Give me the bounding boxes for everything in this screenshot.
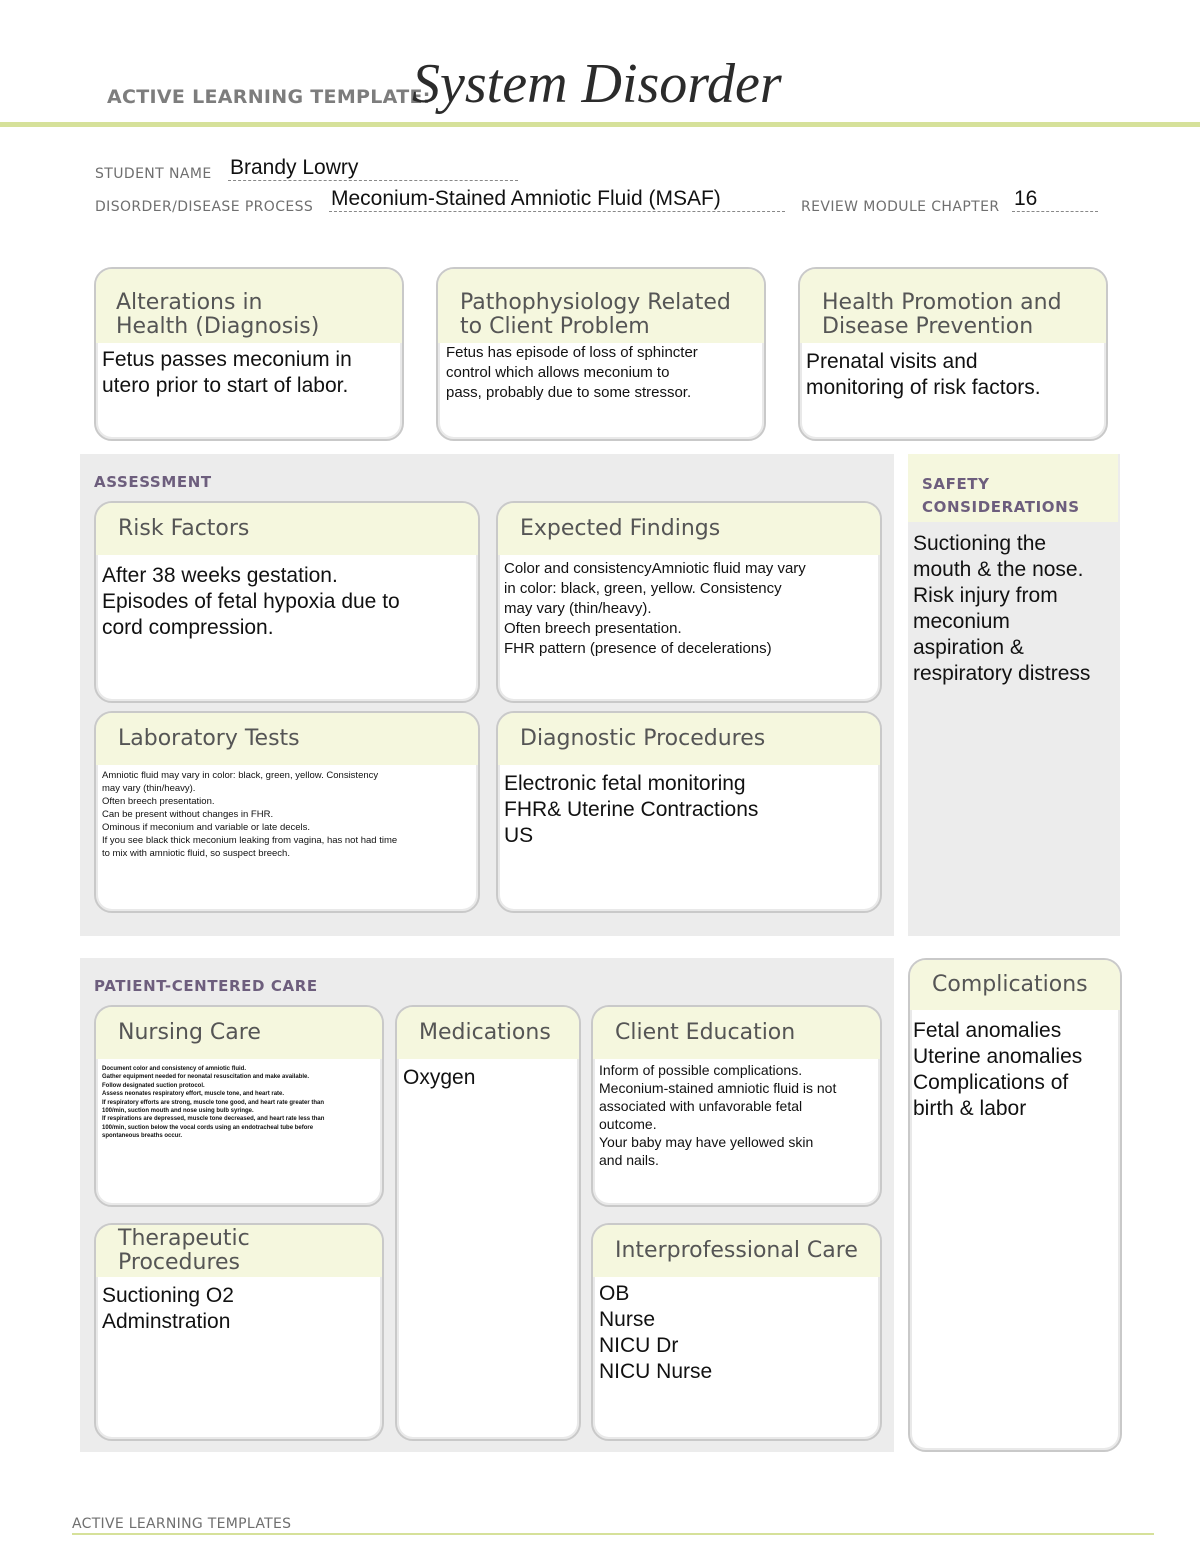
- interprofessional-care-line: NICU Nurse: [599, 1360, 713, 1383]
- diagnostic-procedures-title: Diagnostic Procedures: [520, 726, 766, 751]
- laboratory-tests-line: Amniotic fluid may vary in color: black, green, yellow. Consistency: [102, 770, 379, 781]
- client-education-line: Inform of possible complications.: [599, 1062, 803, 1078]
- expected-findings-box: [496, 501, 882, 703]
- safety-line: aspiration &: [913, 636, 1024, 659]
- alterations-box: [94, 267, 404, 441]
- safety-line: respiratory distress: [913, 662, 1091, 685]
- laboratory-tests-line: If you see black thick meconium leaking from vagina, has not had time: [102, 835, 398, 846]
- assessment-title: ASSESSMENT: [94, 473, 212, 491]
- complications-line: Fetal anomalies: [913, 1019, 1062, 1042]
- expected-findings-line: Color and consistencyAmniotic fluid may vary: [504, 560, 806, 577]
- client-education-line: outcome.: [599, 1116, 657, 1132]
- footer-label: ACTIVE LEARNING TEMPLATES: [72, 1516, 292, 1532]
- student-name-label: STUDENT NAME: [95, 166, 212, 182]
- complications-line: Uterine anomalies: [913, 1045, 1083, 1068]
- expected-findings-title: Expected Findings: [520, 516, 721, 541]
- template-label: ACTIVE LEARNING TEMPLATE:: [107, 86, 431, 108]
- safety-line: meconium: [913, 610, 1010, 633]
- disorder-label: DISORDER/DISEASE PROCESS: [95, 199, 314, 215]
- safety-line: mouth & the nose.: [913, 558, 1084, 581]
- diagnostic-procedures-box: [496, 711, 882, 913]
- health-promotion-title-line: Health Promotion and: [822, 290, 1062, 315]
- diagnostic-procedures-line: US: [504, 824, 534, 847]
- expected-findings-line: in color: black, green, yellow. Consistency: [504, 580, 782, 597]
- health-promotion-line: monitoring of risk factors.: [806, 376, 1041, 399]
- nursing-care-line: If respiratory efforts are strong, muscle tone good, and heart rate greater than: [102, 1099, 325, 1106]
- nursing-care-line: Follow designated suction protocol.: [102, 1082, 205, 1089]
- safety-line: Risk injury from: [913, 584, 1058, 607]
- risk-factors-box: [94, 501, 480, 703]
- laboratory-tests-title: Laboratory Tests: [118, 726, 300, 751]
- pathophysiology-box: [436, 267, 766, 441]
- complications-line: Complications of: [913, 1071, 1069, 1094]
- page-title: System Disorder: [412, 53, 782, 115]
- nursing-care-box: [94, 1005, 384, 1207]
- alterations-title-line: Alterations in: [116, 290, 263, 315]
- nursing-care-line: If respirations are depressed, muscle tone decreased, and heart rate less than: [102, 1116, 325, 1123]
- safety-title-line: SAFETY: [922, 475, 990, 493]
- safety-section: [908, 454, 1120, 936]
- client-education-line: and nails.: [599, 1152, 659, 1168]
- pathophysiology-title-line: to Client Problem: [460, 314, 650, 339]
- interprofessional-care-line: NICU Dr: [599, 1334, 679, 1357]
- student-name-field[interactable]: Brandy Lowry: [228, 156, 518, 181]
- diagnostic-procedures-line: FHR& Uterine Contractions: [504, 798, 759, 821]
- interprofessional-care-line: Nurse: [599, 1308, 656, 1331]
- expected-findings-line: FHR pattern (presence of decelerations): [504, 640, 772, 657]
- risk-factors-line: Episodes of fetal hypoxia due to: [102, 590, 400, 613]
- laboratory-tests-box: [94, 711, 480, 913]
- interprofessional-care-box: [591, 1223, 882, 1441]
- nursing-care-line: spontaneous breaths occur.: [102, 1133, 183, 1140]
- client-education-box: [591, 1005, 882, 1207]
- nursing-care-title: Nursing Care: [118, 1020, 261, 1045]
- laboratory-tests-line: Often breech presentation.: [102, 796, 215, 807]
- nursing-care-line: Document color and consistency of amniotic fluid.: [102, 1066, 247, 1072]
- complications-line: birth & labor: [913, 1097, 1027, 1120]
- diagnostic-procedures-line: Electronic fetal monitoring: [504, 772, 746, 795]
- interprofessional-care-line: OB: [599, 1282, 630, 1305]
- pathophysiology-title-line: Pathophysiology Related: [460, 290, 731, 315]
- expected-findings-line: Often breech presentation.: [504, 620, 682, 637]
- therapeutic-procedures-line: Suctioning O2: [102, 1284, 234, 1307]
- pathophysiology-line: Fetus has episode of loss of sphincter: [446, 344, 698, 361]
- client-education-line: Your baby may have yellowed skin: [599, 1134, 814, 1150]
- medications-title: Medications: [419, 1020, 551, 1045]
- complications-title: Complications: [932, 972, 1088, 997]
- chapter-label: REVIEW MODULE CHAPTER: [801, 199, 1000, 215]
- risk-factors-title: Risk Factors: [118, 516, 250, 541]
- expected-findings-line: may vary (thin/heavy).: [504, 600, 652, 617]
- disorder-field[interactable]: Meconium-Stained Amniotic Fluid (MSAF): [329, 187, 785, 212]
- health-promotion-line: Prenatal visits and: [806, 350, 978, 373]
- client-education-line: Meconium-stained amniotic fluid is not: [599, 1080, 837, 1096]
- laboratory-tests-line: Ominous if meconium and variable or late decels.: [102, 822, 311, 833]
- therapeutic-procedures-box: [94, 1223, 384, 1441]
- nursing-care-line: Assess neonates respiratory effort, muscle tone, and heart rate.: [102, 1091, 285, 1098]
- patient-care-title: PATIENT-CENTERED CARE: [94, 977, 318, 995]
- pathophysiology-line: control which allows meconium to: [446, 364, 670, 381]
- client-education-title: Client Education: [615, 1020, 796, 1045]
- health-promotion-box: [798, 267, 1108, 441]
- laboratory-tests-line: may vary (thin/heavy).: [102, 783, 196, 794]
- pathophysiology-line: pass, probably due to some stressor.: [446, 384, 692, 401]
- safety-title: [922, 473, 1080, 519]
- laboratory-tests-line: to mix with amniotic fluid, so suspect breech.: [102, 848, 290, 859]
- interprofessional-care-title: Interprofessional Care: [615, 1238, 858, 1263]
- therapeutic-procedures-line: Adminstration: [102, 1310, 231, 1333]
- nursing-care-line: 100/min, suction below the vocal cords using an endotracheal tube before: [102, 1124, 314, 1131]
- medications-line: Oxygen: [403, 1066, 476, 1089]
- medications-box: [395, 1005, 581, 1441]
- safety-title-line: CONSIDERATIONS: [922, 498, 1080, 516]
- safety-line: Suctioning the: [913, 532, 1047, 555]
- header-divider: [0, 122, 1200, 127]
- alterations-line: utero prior to start of labor.: [102, 374, 349, 397]
- nursing-care-line: Gather equipment needed for neonatal resuscitation and make available.: [102, 1074, 310, 1081]
- laboratory-tests-line: Can be present without changes in FHR.: [102, 809, 274, 820]
- footer-divider: [72, 1533, 1154, 1535]
- safety-content: [913, 531, 1090, 687]
- therapeutic-procedures-title: Therapeutic Procedures: [118, 1226, 250, 1275]
- nursing-care-line: 100/min, suction mouth and nose using bulb syringe.: [102, 1108, 254, 1115]
- alterations-line: Fetus passes meconium in: [102, 348, 352, 371]
- health-promotion-title-line: Disease Prevention: [822, 314, 1034, 339]
- risk-factors-line: cord compression.: [102, 616, 274, 639]
- chapter-field[interactable]: 16: [1012, 187, 1098, 212]
- client-education-line: associated with unfavorable fetal: [599, 1098, 803, 1114]
- alterations-title-line: Health (Diagnosis): [116, 314, 320, 339]
- risk-factors-line: After 38 weeks gestation.: [102, 564, 338, 587]
- complications-box: [908, 958, 1122, 1452]
